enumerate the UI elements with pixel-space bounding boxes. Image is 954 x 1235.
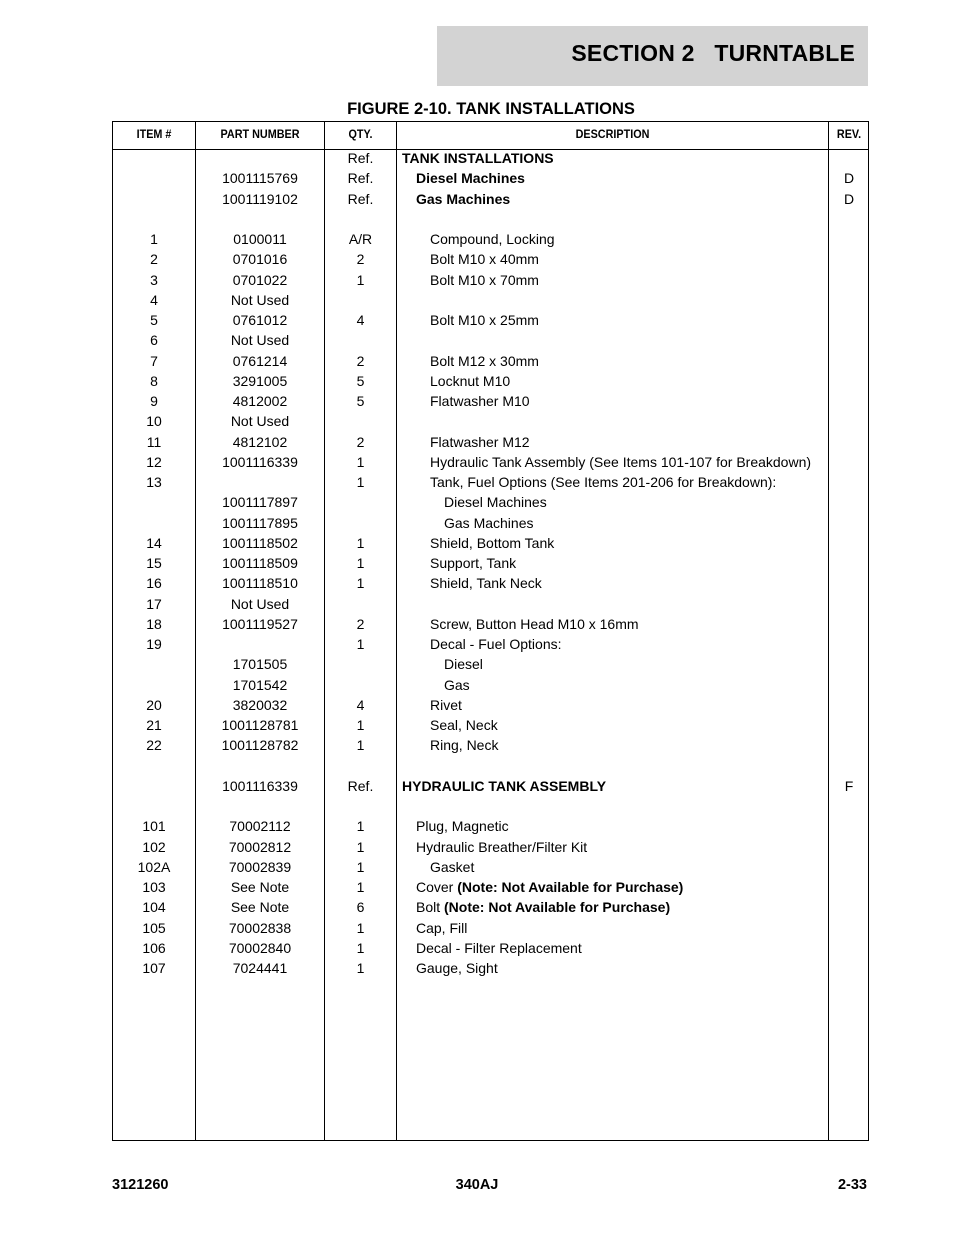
description [402, 148, 554, 168]
description [402, 837, 587, 857]
table-row [113, 816, 868, 836]
description-text: Hydraulic Breather/Filter Kit [416, 838, 588, 855]
description-text: Flatwasher M12 [430, 433, 530, 450]
part-number: 0761012 [232, 312, 288, 328]
footer-page-number: 2-33 [837, 1177, 867, 1193]
table-row [113, 411, 868, 431]
item-number: 1 [150, 231, 158, 247]
table-row [113, 897, 868, 917]
description [402, 897, 670, 917]
item-number: 10 [146, 413, 162, 430]
description [402, 371, 510, 391]
description [402, 675, 470, 695]
description-text: Diesel Machines [444, 494, 547, 511]
part-number: 1701505 [232, 656, 288, 673]
description-text: Gas [444, 676, 470, 693]
item-number: 16 [146, 575, 162, 592]
part-number: 1001117897 [222, 494, 298, 511]
table-row [113, 776, 868, 796]
part-number: 70002838 [228, 919, 292, 936]
description [402, 351, 539, 371]
description [402, 472, 776, 492]
table-row [113, 938, 868, 958]
description-text: Bolt [416, 899, 445, 916]
table-row [113, 432, 868, 452]
quantity: 1 [356, 555, 365, 571]
item-number: 4 [150, 291, 158, 308]
part-number: 1001116339 [222, 453, 298, 470]
description-text: Gas Machines [416, 190, 511, 207]
item-number: 15 [146, 555, 162, 571]
description-text: Bolt M10 x 40mm [430, 251, 539, 268]
table-row [113, 614, 868, 634]
revision: F [844, 777, 854, 794]
description-text: Locknut M10 [430, 372, 511, 389]
revision: D [843, 190, 855, 207]
description [402, 573, 542, 593]
table-row [113, 391, 868, 411]
part-number: 1001116339 [222, 777, 298, 794]
description [402, 553, 516, 573]
part-number: 0701016 [232, 251, 288, 268]
quantity: Ref. [347, 170, 374, 187]
description [402, 614, 639, 634]
description [402, 229, 555, 249]
item-number: 18 [146, 615, 162, 632]
quantity: 1 [356, 717, 365, 733]
description-text: Seal, Neck [430, 717, 498, 733]
part-number: 1001117895 [222, 514, 298, 531]
part-number: 7024441 [232, 960, 288, 976]
table-row [113, 654, 868, 674]
part-number: See Note [230, 899, 290, 916]
quantity: 5 [356, 393, 365, 409]
description-text: Bolt M10 x 70mm [430, 271, 539, 288]
item-number: 20 [146, 696, 162, 713]
part-number: 4812102 [232, 433, 288, 450]
part-number: 1001128781 [221, 717, 299, 733]
part-number: 70002812 [228, 838, 292, 855]
description-text: Shield, Bottom Tank [430, 534, 555, 551]
quantity: 2 [356, 352, 365, 369]
item-number: 17 [146, 595, 162, 612]
quantity: 1 [356, 474, 365, 490]
item-number: 6 [150, 332, 158, 349]
table-row [113, 270, 868, 290]
item-number: 105 [142, 919, 166, 936]
description-text: Ring, Neck [430, 737, 499, 754]
part-number: Not Used [230, 595, 290, 612]
description-text: Shield, Tank Neck [430, 575, 542, 592]
table-row [113, 310, 868, 330]
part-number: 4812002 [232, 393, 288, 409]
table-row [113, 634, 868, 654]
description [402, 816, 509, 836]
table-row [113, 330, 868, 350]
description [402, 492, 547, 512]
item-number: 102 [142, 838, 166, 855]
description-text: Diesel [444, 656, 483, 673]
quantity: 1 [356, 939, 365, 956]
description [402, 270, 539, 290]
item-number: 14 [146, 534, 162, 551]
part-number: 1001118509 [222, 555, 298, 571]
description-text: Diesel Machines [416, 170, 525, 187]
table-body [113, 148, 868, 978]
item-number: 12 [146, 453, 162, 470]
description-text: Compound, Locking [430, 231, 555, 247]
part-number: 0761214 [232, 352, 288, 369]
description-text: Bolt M10 x 25mm [430, 312, 539, 328]
part-number: Not Used [230, 291, 290, 308]
parts-table [112, 121, 869, 1141]
column-header-description: DESCRIPTION [575, 127, 650, 141]
description-text: Rivet [430, 696, 462, 713]
description [402, 310, 539, 330]
column-header-qty: QTY. [348, 127, 373, 141]
section-header [437, 26, 868, 86]
description-text: Gauge, Sight [416, 960, 498, 976]
part-number: 1001115769 [222, 170, 298, 187]
part-number: 1001128782 [221, 737, 299, 754]
quantity: Ref. [347, 777, 374, 794]
item-number: 22 [146, 737, 162, 754]
description-text: Decal - Fuel Options: [430, 636, 562, 652]
revision: D [843, 170, 855, 187]
table-row [113, 553, 868, 573]
table-row [113, 513, 868, 533]
description [402, 533, 554, 553]
figure-title: FIGURE 2-10. TANK INSTALLATIONS [347, 100, 635, 118]
part-number: 1701542 [232, 676, 288, 693]
quantity: 1 [356, 534, 365, 551]
table-row [113, 209, 868, 229]
item-number: 2 [150, 251, 158, 268]
part-number: Not Used [230, 413, 290, 430]
description-text: Cap, Fill [416, 919, 468, 936]
table-row [113, 715, 868, 735]
item-number: 9 [150, 393, 158, 409]
description-text: Flatwasher M10 [430, 393, 530, 409]
quantity: Ref. [347, 150, 374, 166]
quantity: 1 [356, 453, 365, 470]
description [402, 513, 533, 533]
description [402, 857, 474, 877]
description-text: Support, Tank [430, 555, 517, 571]
quantity: 1 [356, 271, 365, 288]
item-number: 101 [142, 818, 166, 835]
item-number: 8 [150, 372, 158, 389]
description [402, 735, 498, 755]
table-row [113, 735, 868, 755]
quantity: 6 [356, 899, 365, 916]
description [402, 958, 498, 978]
table-row [113, 148, 868, 168]
part-number: 1001118510 [222, 575, 298, 592]
item-number: 102A [137, 858, 171, 875]
table-row [113, 675, 868, 695]
item-number: 104 [142, 899, 166, 916]
item-number: 21 [146, 717, 162, 733]
description [402, 189, 510, 209]
description-note: (Note: Not Available for Purchase) [457, 879, 684, 895]
description [402, 432, 530, 452]
column-header-rev: REV. [836, 127, 862, 141]
quantity: 2 [356, 433, 365, 450]
item-number: 106 [142, 939, 166, 956]
description-text: HYDRAULIC TANK ASSEMBLY [402, 777, 607, 794]
table-row [113, 229, 868, 249]
quantity: 2 [356, 615, 365, 632]
section-title: SECTION 2 TURNTABLE [571, 40, 855, 66]
quantity: 1 [356, 737, 365, 754]
quantity: 2 [356, 251, 365, 268]
quantity: A/R [348, 231, 373, 247]
quantity: 1 [356, 879, 365, 895]
description-text: Plug, Magnetic [416, 818, 509, 835]
table-row [113, 371, 868, 391]
description-text: Gas Machines [444, 514, 534, 531]
part-number: 3820032 [232, 696, 288, 713]
table-row [113, 857, 868, 877]
footer-model: 340AJ [455, 1177, 499, 1193]
table-row [113, 877, 868, 897]
description-text: Cover [416, 879, 458, 895]
description [402, 695, 462, 715]
item-number: 5 [150, 312, 158, 328]
description-text: Gasket [430, 858, 475, 875]
description-note: (Note: Not Available for Purchase) [444, 899, 671, 916]
part-number: 70002839 [228, 858, 292, 875]
table-row [113, 249, 868, 269]
description-text: Bolt M12 x 30mm [430, 352, 539, 369]
table-row [113, 492, 868, 512]
description [402, 918, 467, 938]
description [402, 634, 562, 654]
description [402, 715, 498, 735]
part-number: Not Used [230, 332, 290, 349]
item-number: 3 [150, 271, 158, 288]
table-row [113, 351, 868, 371]
table-row [113, 594, 868, 614]
item-number: 7 [150, 352, 158, 369]
part-number: 1001119527 [222, 615, 298, 632]
quantity: 4 [356, 696, 365, 713]
column-header-item: ITEM # [136, 127, 172, 141]
table-row [113, 695, 868, 715]
description-text: Screw, Button Head M10 x 16mm [430, 615, 639, 632]
description [402, 168, 525, 188]
quantity: 1 [356, 838, 365, 855]
quantity: 4 [356, 312, 365, 328]
item-number: 103 [142, 879, 166, 895]
quantity: 5 [356, 372, 365, 389]
table-row [113, 168, 868, 188]
description [402, 877, 683, 897]
quantity: 1 [356, 818, 365, 835]
part-number: 1001119102 [222, 190, 298, 207]
quantity: 1 [356, 919, 365, 936]
part-number: 70002112 [229, 818, 291, 835]
description [402, 391, 530, 411]
description [402, 776, 606, 796]
part-number: 0100011 [233, 231, 287, 247]
table-row [113, 533, 868, 553]
table-row [113, 756, 868, 776]
part-number: See Note [230, 879, 290, 895]
table-row [113, 472, 868, 492]
part-number: 1001118502 [222, 534, 298, 551]
item-number: 11 [146, 433, 162, 450]
quantity: 1 [356, 858, 365, 875]
part-number: 70002840 [228, 939, 292, 956]
quantity: 1 [356, 636, 365, 652]
table-row [113, 837, 868, 857]
quantity: 1 [356, 575, 365, 592]
description-text: Tank, Fuel Options (See Items 201-206 for Breakdown): [430, 474, 777, 490]
quantity: Ref. [347, 190, 374, 207]
description-text: TANK INSTALLATIONS [402, 150, 554, 166]
footer-document-number: 3121260 [112, 1177, 169, 1193]
description [402, 249, 539, 269]
description-text: Decal - Filter Replacement [416, 939, 582, 956]
description [402, 938, 582, 958]
table-row [113, 796, 868, 816]
table-row [113, 573, 868, 593]
table-row [113, 918, 868, 938]
quantity: 1 [356, 960, 365, 976]
description-text: Hydraulic Tank Assembly (See Items 101-107 for Breakdown) [430, 453, 812, 470]
part-number: 0701022 [232, 271, 288, 288]
description [402, 452, 811, 472]
table-row [113, 189, 868, 209]
part-number: 3291005 [232, 372, 288, 389]
table-row [113, 452, 868, 472]
item-number: 13 [146, 474, 162, 490]
item-number: 107 [142, 960, 166, 976]
description [402, 654, 483, 674]
table-row [113, 958, 868, 978]
item-number: 19 [146, 636, 162, 652]
column-header-part-number: PART NUMBER [220, 127, 300, 141]
table-row [113, 290, 868, 310]
